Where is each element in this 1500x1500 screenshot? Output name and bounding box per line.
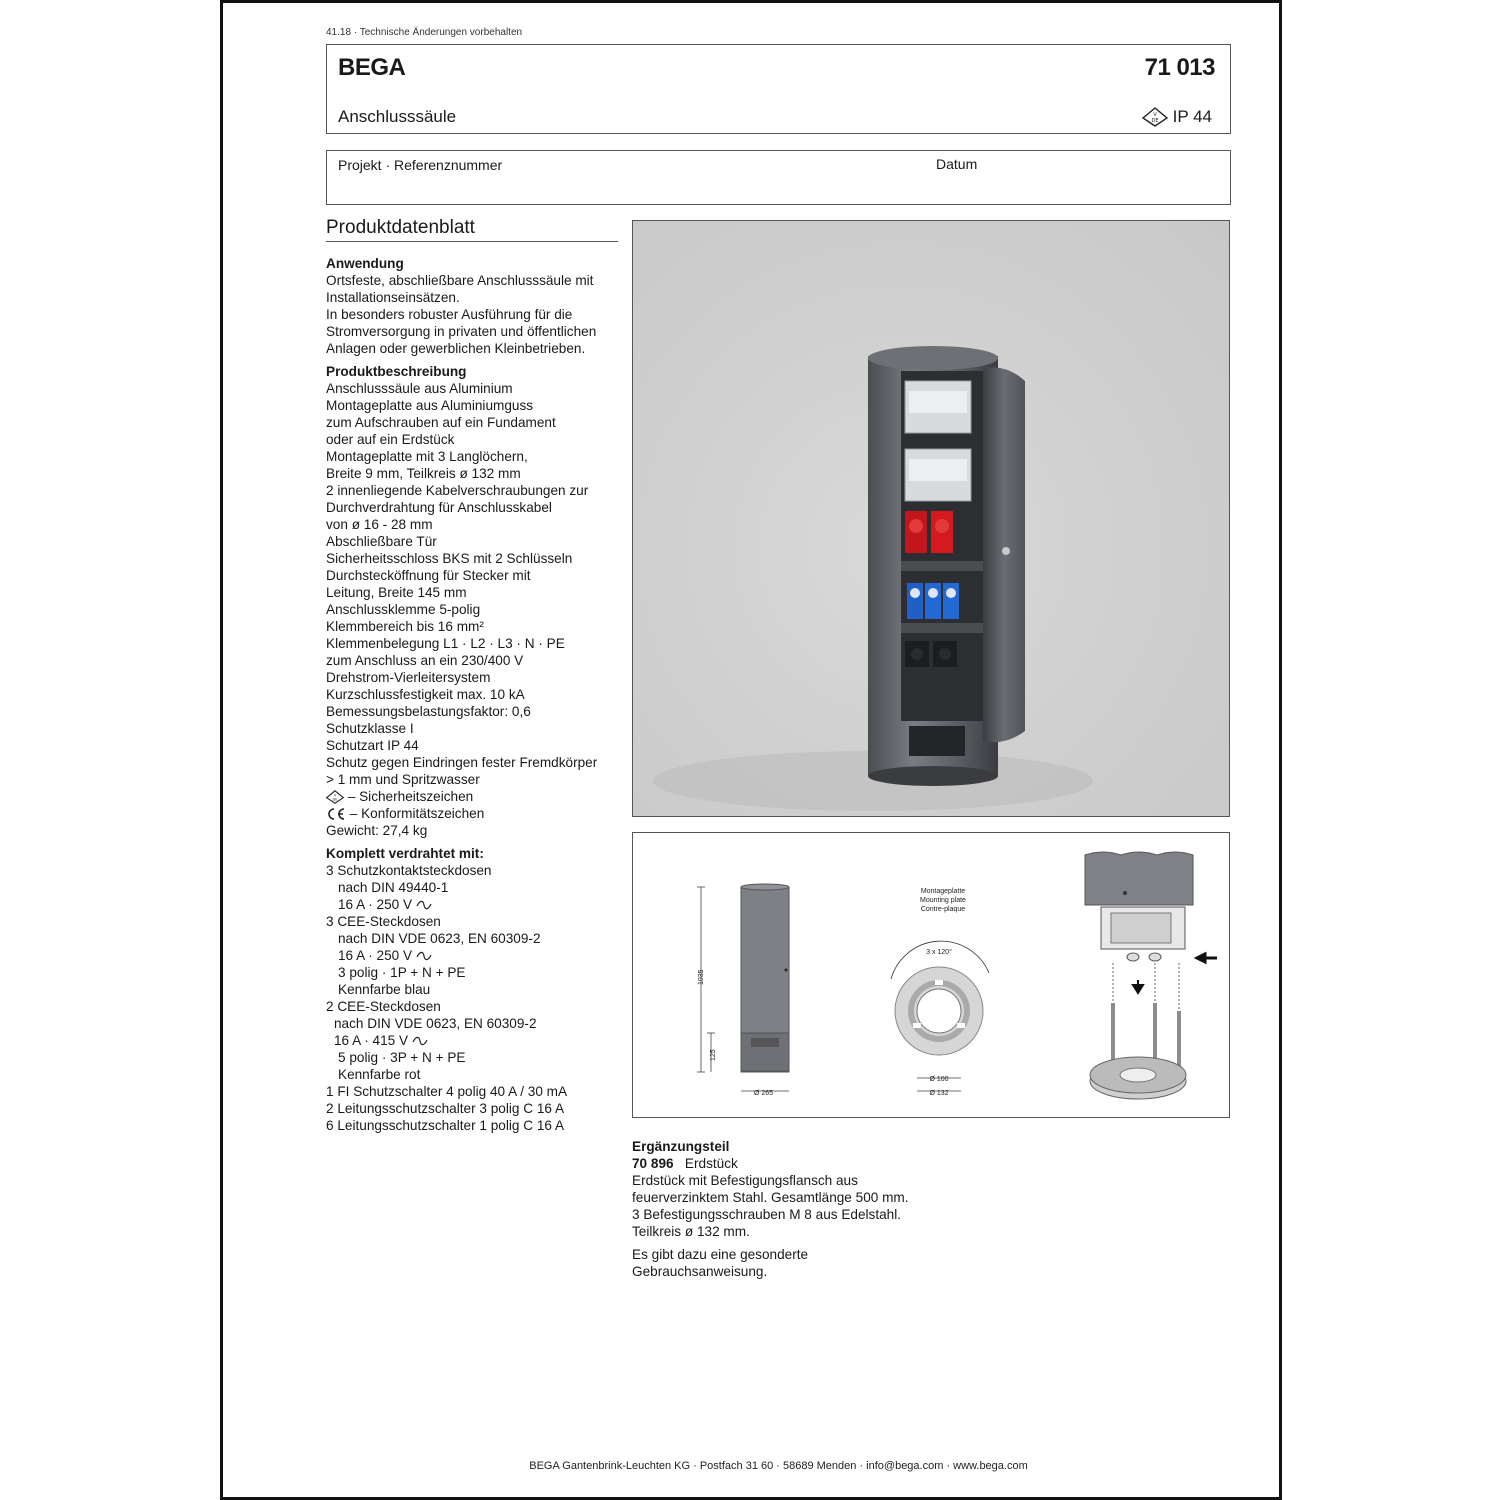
description-line: Bemessungsbelastungsfaktor: 0,6 bbox=[326, 704, 531, 719]
circle-diameter-label: Ø 132 bbox=[929, 1090, 949, 1097]
wired-line: Kennfarbe blau bbox=[338, 982, 431, 997]
wired-line: nach DIN VDE 0623, EN 60309-2 bbox=[338, 931, 541, 946]
wired-line: 3 polig · 1P + N + PE bbox=[338, 965, 466, 980]
plate-label-de: Montageplatte bbox=[920, 888, 966, 895]
ce-label: – Konformitätszeichen bbox=[349, 806, 485, 821]
description-line: Leitung, Breite 145 mm bbox=[326, 585, 467, 600]
ac-wave-icon bbox=[416, 900, 432, 910]
wired-line: 5 polig · 3P + N + PE bbox=[338, 1050, 466, 1065]
ce-mark-icon bbox=[326, 807, 346, 821]
description-line: Montageplatte aus Aluminiumguss bbox=[326, 398, 534, 413]
description-line: Durchstecköffnung für Stecker mit bbox=[326, 568, 531, 583]
diameter-label: Ø 265 bbox=[754, 1090, 774, 1097]
description-heading: Produktbeschreibung bbox=[326, 364, 467, 379]
wired-line: 16 A · 415 V bbox=[326, 1032, 626, 1049]
vde-mark-icon bbox=[1142, 107, 1168, 127]
ac-wave-icon bbox=[416, 951, 432, 961]
description-line: Anschlussklemme 5-polig bbox=[326, 602, 481, 617]
description-line: Schutzklasse I bbox=[326, 721, 414, 736]
wired-line: 16 A · 250 V bbox=[326, 947, 626, 964]
description-line: Klemmbereich bis 16 mm² bbox=[326, 619, 484, 634]
description-line: zum Aufschrauben auf ein Fundament bbox=[326, 415, 556, 430]
plate-label-en: Mounting plate bbox=[920, 897, 966, 904]
protection-rating bbox=[1142, 107, 1212, 127]
description-line: Kurzschlussfestigkeit max. 10 kA bbox=[326, 687, 525, 702]
weight: Gewicht: 27,4 kg bbox=[326, 823, 428, 838]
accessory-line: feuerverzinktem Stahl. Gesamtlänge 500 mm. bbox=[632, 1190, 909, 1205]
description-line: Klemmenbelegung L1 · L2 · L3 · N · PE bbox=[326, 636, 565, 651]
application-line: Ortsfeste, abschließbare Anschlusssäule mit bbox=[326, 273, 594, 288]
wired-heading: Komplett verdrahtet mit: bbox=[326, 846, 484, 861]
application-line: Anlagen oder gewerblichen Kleinbetrieben. bbox=[326, 341, 586, 356]
description-line: von ø 16 - 28 mm bbox=[326, 517, 433, 532]
accessory-line: Erdstück mit Befestigungsflansch aus bbox=[632, 1173, 858, 1188]
wired-line: 2 Leitungsschutzschalter 3 polig C 16 A bbox=[326, 1101, 565, 1116]
svg-text:V: V bbox=[1152, 112, 1157, 118]
project-reference-label: Projekt · Referenznummer bbox=[338, 157, 503, 173]
description-line: Montageplatte mit 3 Langlöchern, bbox=[326, 449, 528, 464]
application-line: Installationseinsätzen. bbox=[326, 290, 460, 305]
description-line: Schutz gegen Eindringen fester Fremdkörper bbox=[326, 755, 598, 770]
description-line: Anschlusssäule aus Aluminium bbox=[326, 381, 513, 396]
description-line: Abschließbare Tür bbox=[326, 534, 437, 549]
wired-line: 6 Leitungsschutzschalter 1 polig C 16 A bbox=[326, 1118, 565, 1133]
article-number: 71 013 bbox=[1144, 54, 1215, 81]
vde-label: – Sicherheitszeichen bbox=[347, 789, 474, 804]
application-heading: Anwendung bbox=[326, 256, 404, 271]
accessory-name: Erdstück bbox=[684, 1156, 738, 1171]
pillar-illustration bbox=[633, 221, 1230, 817]
accessory-line: Teilkreis ø 132 mm. bbox=[632, 1224, 750, 1239]
accessory-note: Es gibt dazu eine gesonderte bbox=[632, 1247, 809, 1262]
accessory-line: 3 Befestigungsschrauben M 8 aus Edelstahl. bbox=[632, 1207, 902, 1222]
wired-line: 3 CEE-Steckdosen bbox=[326, 914, 441, 929]
wired-line: nach DIN 49440-1 bbox=[338, 880, 449, 895]
wired-line: 3 Schutzkontaktsteckdosen bbox=[326, 863, 492, 878]
svg-text:DE: DE bbox=[1151, 118, 1159, 124]
wired-line: nach DIN VDE 0623, EN 60309-2 bbox=[334, 1016, 537, 1031]
title-divider bbox=[326, 241, 618, 242]
svg-text:DE: DE bbox=[332, 797, 338, 802]
wired-line: 1 FI Schutzschalter 4 polig 40 A / 30 mA bbox=[326, 1084, 568, 1099]
accessory-item bbox=[632, 1155, 962, 1172]
description-line: zum Anschluss an ein 230/400 V bbox=[326, 653, 524, 668]
description-line: 2 innenliegende Kabelverschraubungen zur bbox=[326, 483, 589, 498]
description-line: Schutzart IP 44 bbox=[326, 738, 419, 753]
height-total-label: 1035 bbox=[698, 969, 705, 985]
plate-label-fr: Contre-plaque bbox=[920, 906, 966, 913]
description-line: Sicherheitsschloss BKS mit 2 Schlüsseln bbox=[326, 551, 573, 566]
svg-text:V: V bbox=[333, 793, 337, 798]
datasheet-title: Produktdatenblatt bbox=[326, 217, 475, 238]
inner-diameter-label: Ø 100 bbox=[929, 1076, 949, 1083]
footer-address: BEGA Gantenbrink-Leuchten KG · Postfach 31 60 · 58689 Menden · info@bega.com · www.bega.com bbox=[529, 1460, 1028, 1472]
height-base-label: 125 bbox=[710, 1049, 717, 1061]
description-line: Breite 9 mm, Teilkreis ø 132 mm bbox=[326, 466, 521, 481]
ip-rating-text: IP 44 bbox=[1172, 107, 1212, 126]
application-line: In besonders robuster Ausführung für die bbox=[326, 307, 573, 322]
spec-column bbox=[326, 255, 626, 1134]
description-line: Durchverdrahtung für Anschlusskabel bbox=[326, 500, 552, 515]
wired-line: 2 CEE-Steckdosen bbox=[326, 999, 441, 1014]
product-photo bbox=[632, 220, 1230, 817]
dimension-drawing bbox=[633, 833, 1230, 1118]
technical-drawing bbox=[632, 832, 1230, 1118]
date-label: Datum bbox=[936, 156, 978, 172]
description-line: Drehstrom-Vierleitersystem bbox=[326, 670, 491, 685]
product-name: Anschlusssäule bbox=[338, 107, 457, 126]
application-line: Stromversorgung in privaten und öffentlichen bbox=[326, 324, 597, 339]
angle-label: 3 x 120° bbox=[926, 949, 952, 956]
ac-wave-icon bbox=[412, 1036, 428, 1046]
description-line: oder auf ein Erdstück bbox=[326, 432, 455, 447]
wired-line: Kennfarbe rot bbox=[338, 1067, 421, 1082]
header-box bbox=[326, 44, 1231, 134]
wired-line: 16 A · 250 V bbox=[326, 896, 626, 913]
brand-name: BEGA bbox=[338, 54, 406, 81]
vde-mark-icon bbox=[326, 790, 344, 804]
accessory-note: Gebrauchsanweisung. bbox=[632, 1264, 768, 1279]
accessory-heading: Ergänzungsteil bbox=[632, 1139, 730, 1154]
ce-line bbox=[326, 805, 626, 822]
revision-note: 41.18 · Technische Änderungen vorbehalten bbox=[326, 27, 523, 38]
accessory-section bbox=[632, 1138, 962, 1280]
description-line: > 1 mm und Spritzwasser bbox=[326, 772, 480, 787]
accessory-number: 70 896 bbox=[632, 1156, 674, 1171]
vde-line bbox=[326, 788, 626, 805]
